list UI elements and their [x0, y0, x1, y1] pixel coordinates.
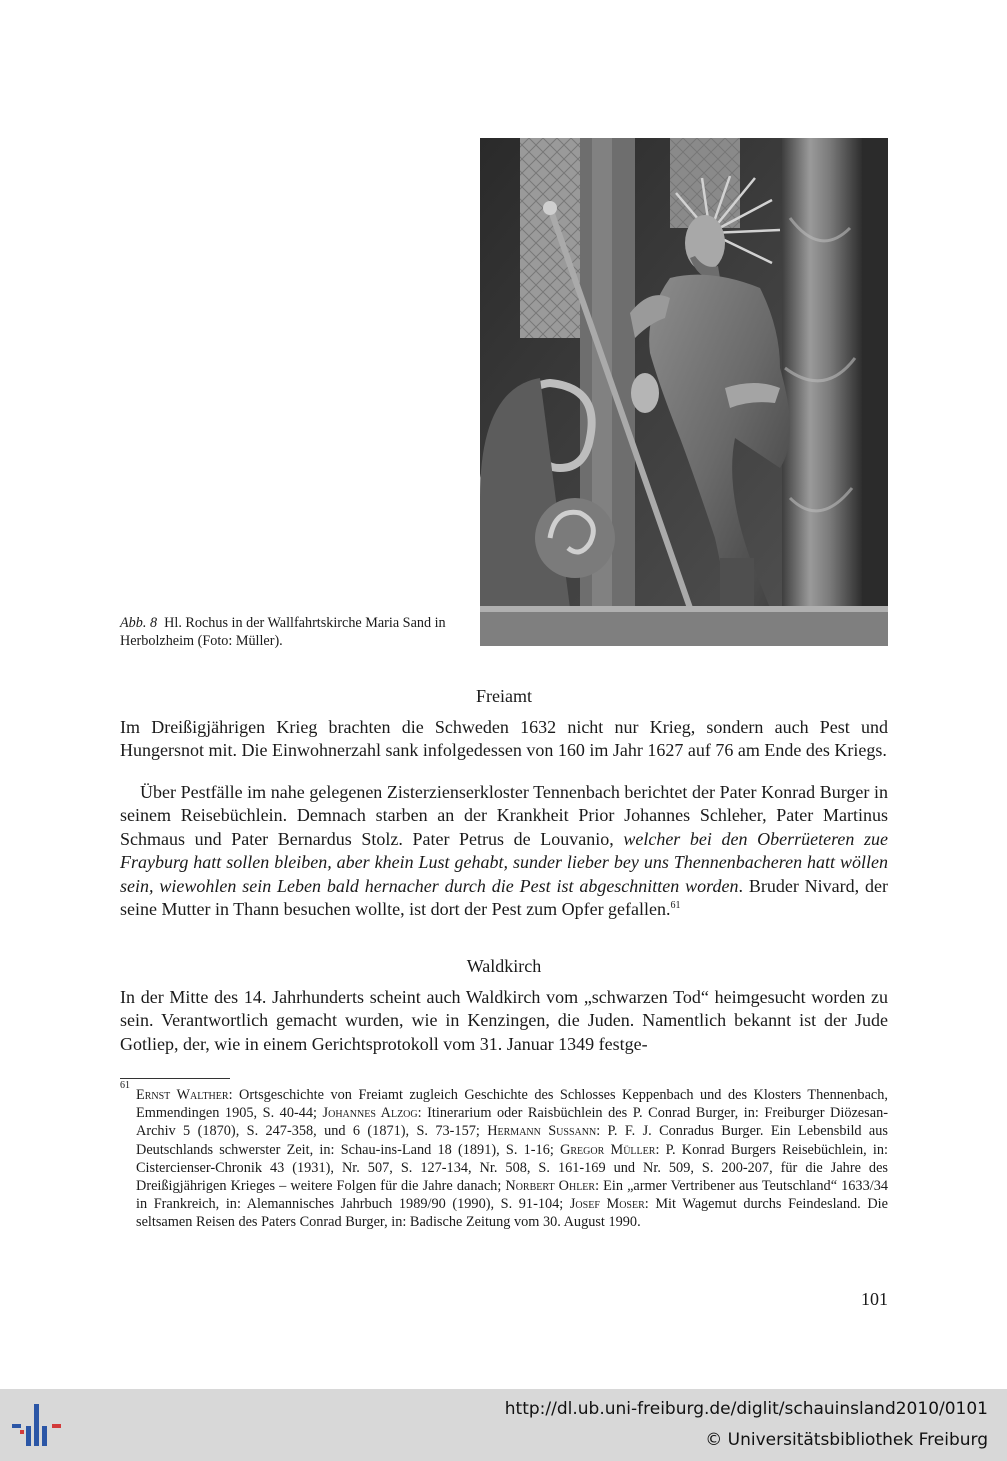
author-name: Johannes Alzog — [322, 1105, 418, 1122]
author-name: Norbert Ohler — [505, 1178, 596, 1195]
paragraph-text: Über Pestfälle im nahe gelegenen Zisterzienserkloster Tennenbach berichtet der Pater Konrad Burger in seinem Reisebüchlein. Demnach starben an der Krankheit Prior Johannes Schleher, Pater Martinus Schmaus und Pater Bernardus Stolz. Pater Petrus de Louvanio, — [120, 782, 888, 849]
caption-text: Hl. Rochus in der Wallfahrtskirche Maria Sand in Herbolzheim (Foto: Müller). — [120, 615, 446, 649]
paragraph-freiamt-2 — [120, 781, 888, 921]
author-name: Gregor Müller — [560, 1141, 656, 1158]
ub-freiburg-logo-icon — [12, 1404, 64, 1446]
citation-text: : P. Konrad Burgers Reisebüchlein, in: Cistercienser-Chronik 43 (1931), Nr. 507, S. 127-134, Nr. 508, S. 161-169 und Nr. 509, S. 200-207, für die Jahre des Dreißigjährigen Krieges – weitere Folgen für die Jahre danach; — [136, 1141, 888, 1195]
footnote-divider — [120, 1078, 230, 1079]
footnote: 61 Ernst Walther: Ortsgeschichte von Freiamt zugleich Geschichte des Schlosses Keppenbach und des Klosters Thennenbach, Emmendingen 1905, S. 40-44; Johannes Alzog: Itinerarium oder Raisbüchlein des P. Conrad Burger, in: Freiburger Diözesan-Archiv 5 (1870), S. 247-358, und 6 (1871), S. 73-157; Hermann Sussann: P. F. J. Conradus Burger. Ein Lebensbild aus Deutschlands schwerster Zeit, in: Schau-ins-Land 18 (1891), S. 1-16; Gregor Müller: P. Konrad Burgers Reisebüchlein, in: Cistercienser-Chronik 43 (1931), Nr. 507, S. 127-134, Nr. 508, S. 161-169 und Nr. 509, S. 200-207, für die Jahre des Dreißigjährigen Krieges – weitere Folgen für die Jahre danach; Norbert Ohler: Ein „armer Vertribener aus Teutschland“ 1633/34 in Frankreich, in: Alemannisches Jahrbuch 1989/90 (1990), S. 91-104; Josef Moser: Mit Wagemut durchs Feindesland. Die seltsamen Reisen des Paters Conrad Burger, in: Badische Zeitung vom 30. August 1990. — [120, 1080, 888, 1231]
citation-text: : Itinerarium oder Raisbüchlein des P. Conrad Burger, in: Freiburger Diözesan-Archiv 5 (1870), S. 247-358, und 6 (1871), S. 73-157; — [136, 1105, 888, 1140]
author-name: Hermann Sussann — [487, 1123, 597, 1140]
copyright-notice: © Universitätsbibliothek Freiburg — [705, 1430, 988, 1450]
section-heading-freiamt: Freiamt — [476, 686, 532, 706]
footnote-ref[interactable]: 61 — [670, 900, 681, 912]
paragraph-freiamt-1: Im Dreißigjährigen Krieg brachten die Schweden 1632 nicht nur Krieg, sondern auch Pest und Hungersnot mit. Die Einwohnerzahl sank infolgedessen von 160 im Jahr 1627 auf 76 am Ende des Kriegs. — [120, 717, 888, 761]
paragraph-text: . Bruder Nivard, der seine Mutter in Thann besuchen wollte, ist dort der Pest zum Opfer gefallen. — [120, 875, 888, 920]
citation-text: : Mit Wagemut durchs Feindesland. Die seltsamen Reisen des Paters Conrad Burger, in: Badische Zeitung vom 30. August 1990. — [136, 1196, 888, 1231]
citation-text: : P. F. J. Conradus Burger. Ein Lebensbild aus Deutschlands schwerster Zeit, in: Schau-ins-Land 18 (1891), S. 1-16; — [136, 1123, 888, 1158]
author-name: Josef Moser — [569, 1196, 645, 1213]
statue-photo — [480, 138, 888, 646]
citation-text: : Ein „armer Vertribener aus Teutschland“ 1633/34 in Frankreich, in: Alemannisches Jahrbuch 1989/90 (1990), S. 91-104; — [136, 1178, 888, 1213]
library-footer-bar — [0, 1389, 1007, 1461]
author-name: Ernst Walther — [136, 1087, 229, 1103]
caption-label: Abb. 8 — [120, 615, 158, 631]
quote-text: welcher bei den Oberrüeteren zue Frayburg hatt sollen bleiben, aber khein Lust gehabt, sunder lieber bey uns Thennenbacheren hatt wöllen sein, wiewohlen sein Leben bald hernacher durch die Pest ist abgeschnitten worden — [120, 828, 888, 896]
figure-caption — [120, 614, 465, 650]
document-url-link[interactable]: http://dl.ub.uni-freiburg.de/diglit/schauinsland2010/0101 — [504, 1399, 988, 1419]
citation-text: : Ortsgeschichte von Freiamt zugleich Geschichte des Schlosses Keppenbach und des Klosters Thennenbach, Emmendingen 1905, S. 40-44; — [136, 1087, 888, 1122]
page-number: 101 — [861, 1289, 888, 1309]
section-heading-waldkirch: Waldkirch — [466, 956, 542, 976]
paragraph-waldkirch-1: In der Mitte des 14. Jahrhunderts scheint auch Waldkirch vom „schwarzen Tod“ heimgesucht worden zu sein. Verantwortlich gemacht wurden, wie in Kenzingen, die Juden. Namentlich bekannt ist der Jude Gotliep, der, wie in einem Gerichtsprotokoll vom 31. Januar 1349 festge- — [120, 987, 888, 1054]
footnote-body — [136, 1086, 888, 1232]
